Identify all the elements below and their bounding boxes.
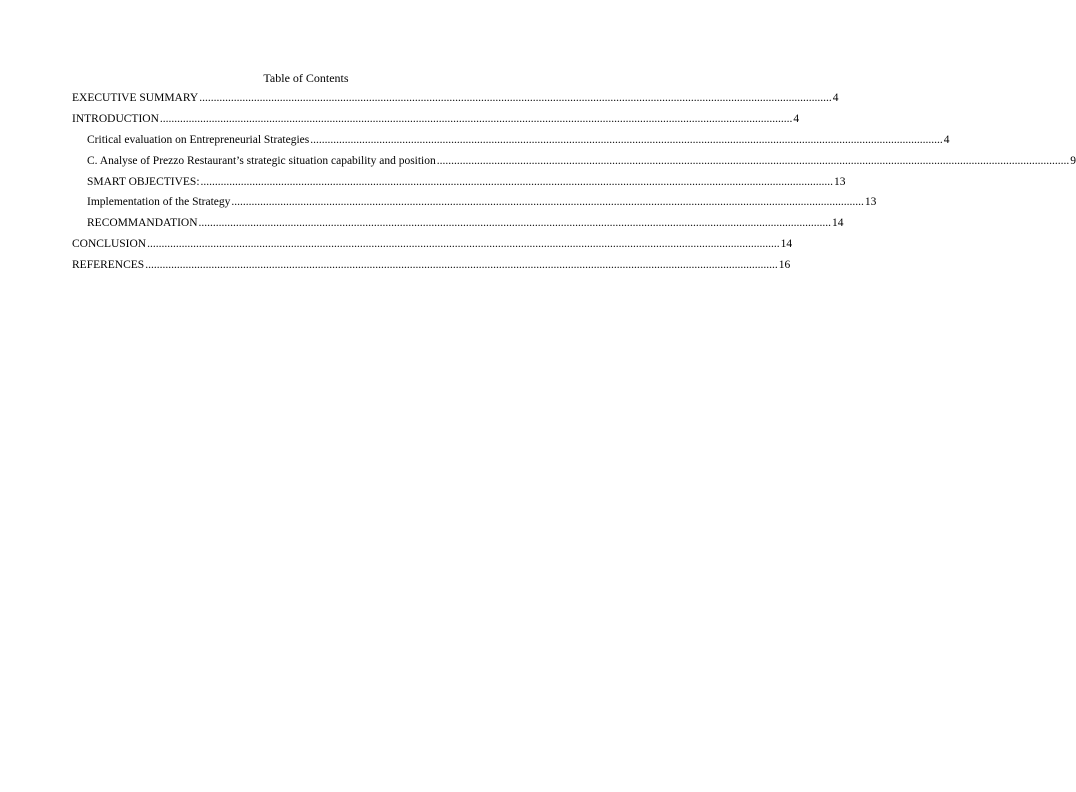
- dot-leader: ............................................................................................................................................................................................................................: [199, 92, 832, 104]
- toc-title: Table of Contents: [263, 71, 349, 85]
- toc-entry-page: 4: [943, 133, 950, 146]
- toc-entry-implementation[interactable]: [72, 195, 877, 216]
- dot-leader: ............................................................................................................................................................................................................................: [147, 238, 780, 251]
- dot-leader: ............................................................................................................................................................................................................................: [198, 217, 832, 230]
- toc-entry-label: SMART OBJECTIVES:: [87, 175, 200, 188]
- toc-entry-label: C. Analyse of Prezzo Restaurant’s strategic situation capability and position: [87, 154, 436, 167]
- toc-entry-page: 16: [778, 259, 791, 272]
- toc-entry-recommandation[interactable]: [72, 216, 844, 237]
- dot-leader: ............................................................................................................................................................................................................................: [159, 112, 793, 125]
- dot-leader: ............................................................................................................................................................................................................................: [145, 259, 778, 272]
- toc-entry-label: RECOMMANDATION: [87, 217, 198, 230]
- toc-entry-label: Implementation of the Strategy: [87, 196, 231, 209]
- toc-entry-label: INTRODUCTION: [72, 112, 159, 125]
- toc-entry-label: Critical evaluation on Entrepreneurial Strategies: [87, 133, 310, 146]
- toc-entry-references[interactable]: [72, 258, 791, 279]
- dot-leader: ............................................................................................................................................................................................................................: [310, 133, 943, 146]
- toc-entry-executive-summary[interactable]: [72, 91, 839, 112]
- toc-entry-conclusion[interactable]: [72, 237, 793, 258]
- toc-entry-page: 4: [793, 112, 800, 125]
- toc-entry-page: 13: [834, 175, 846, 188]
- toc-entry-page: 14: [780, 238, 793, 251]
- toc-entry-page: 9: [1070, 154, 1076, 167]
- dot-leader: ............................................................................................................................................................................................................................: [231, 196, 864, 209]
- toc-entry-page: 4: [832, 92, 839, 104]
- toc-entry-label: EXECUTIVE SUMMARY: [72, 92, 199, 104]
- toc-entry-page: 14: [832, 217, 844, 230]
- toc-entry-smart-objectives[interactable]: [72, 175, 846, 196]
- toc-entry-analyse-prezzo[interactable]: [72, 154, 1076, 175]
- toc-entry-introduction[interactable]: [72, 112, 800, 133]
- toc-entry-label: CONCLUSION: [72, 238, 147, 251]
- toc-entry-label: REFERENCES: [72, 259, 145, 272]
- toc-entry-critical-evaluation[interactable]: [72, 133, 950, 154]
- table-of-contents: [72, 91, 1076, 279]
- dot-leader: ............................................................................................................................................................................................................................: [436, 154, 1070, 167]
- toc-entry-page: 13: [864, 196, 877, 209]
- dot-leader: ............................................................................................................................................................................................................................: [200, 175, 834, 188]
